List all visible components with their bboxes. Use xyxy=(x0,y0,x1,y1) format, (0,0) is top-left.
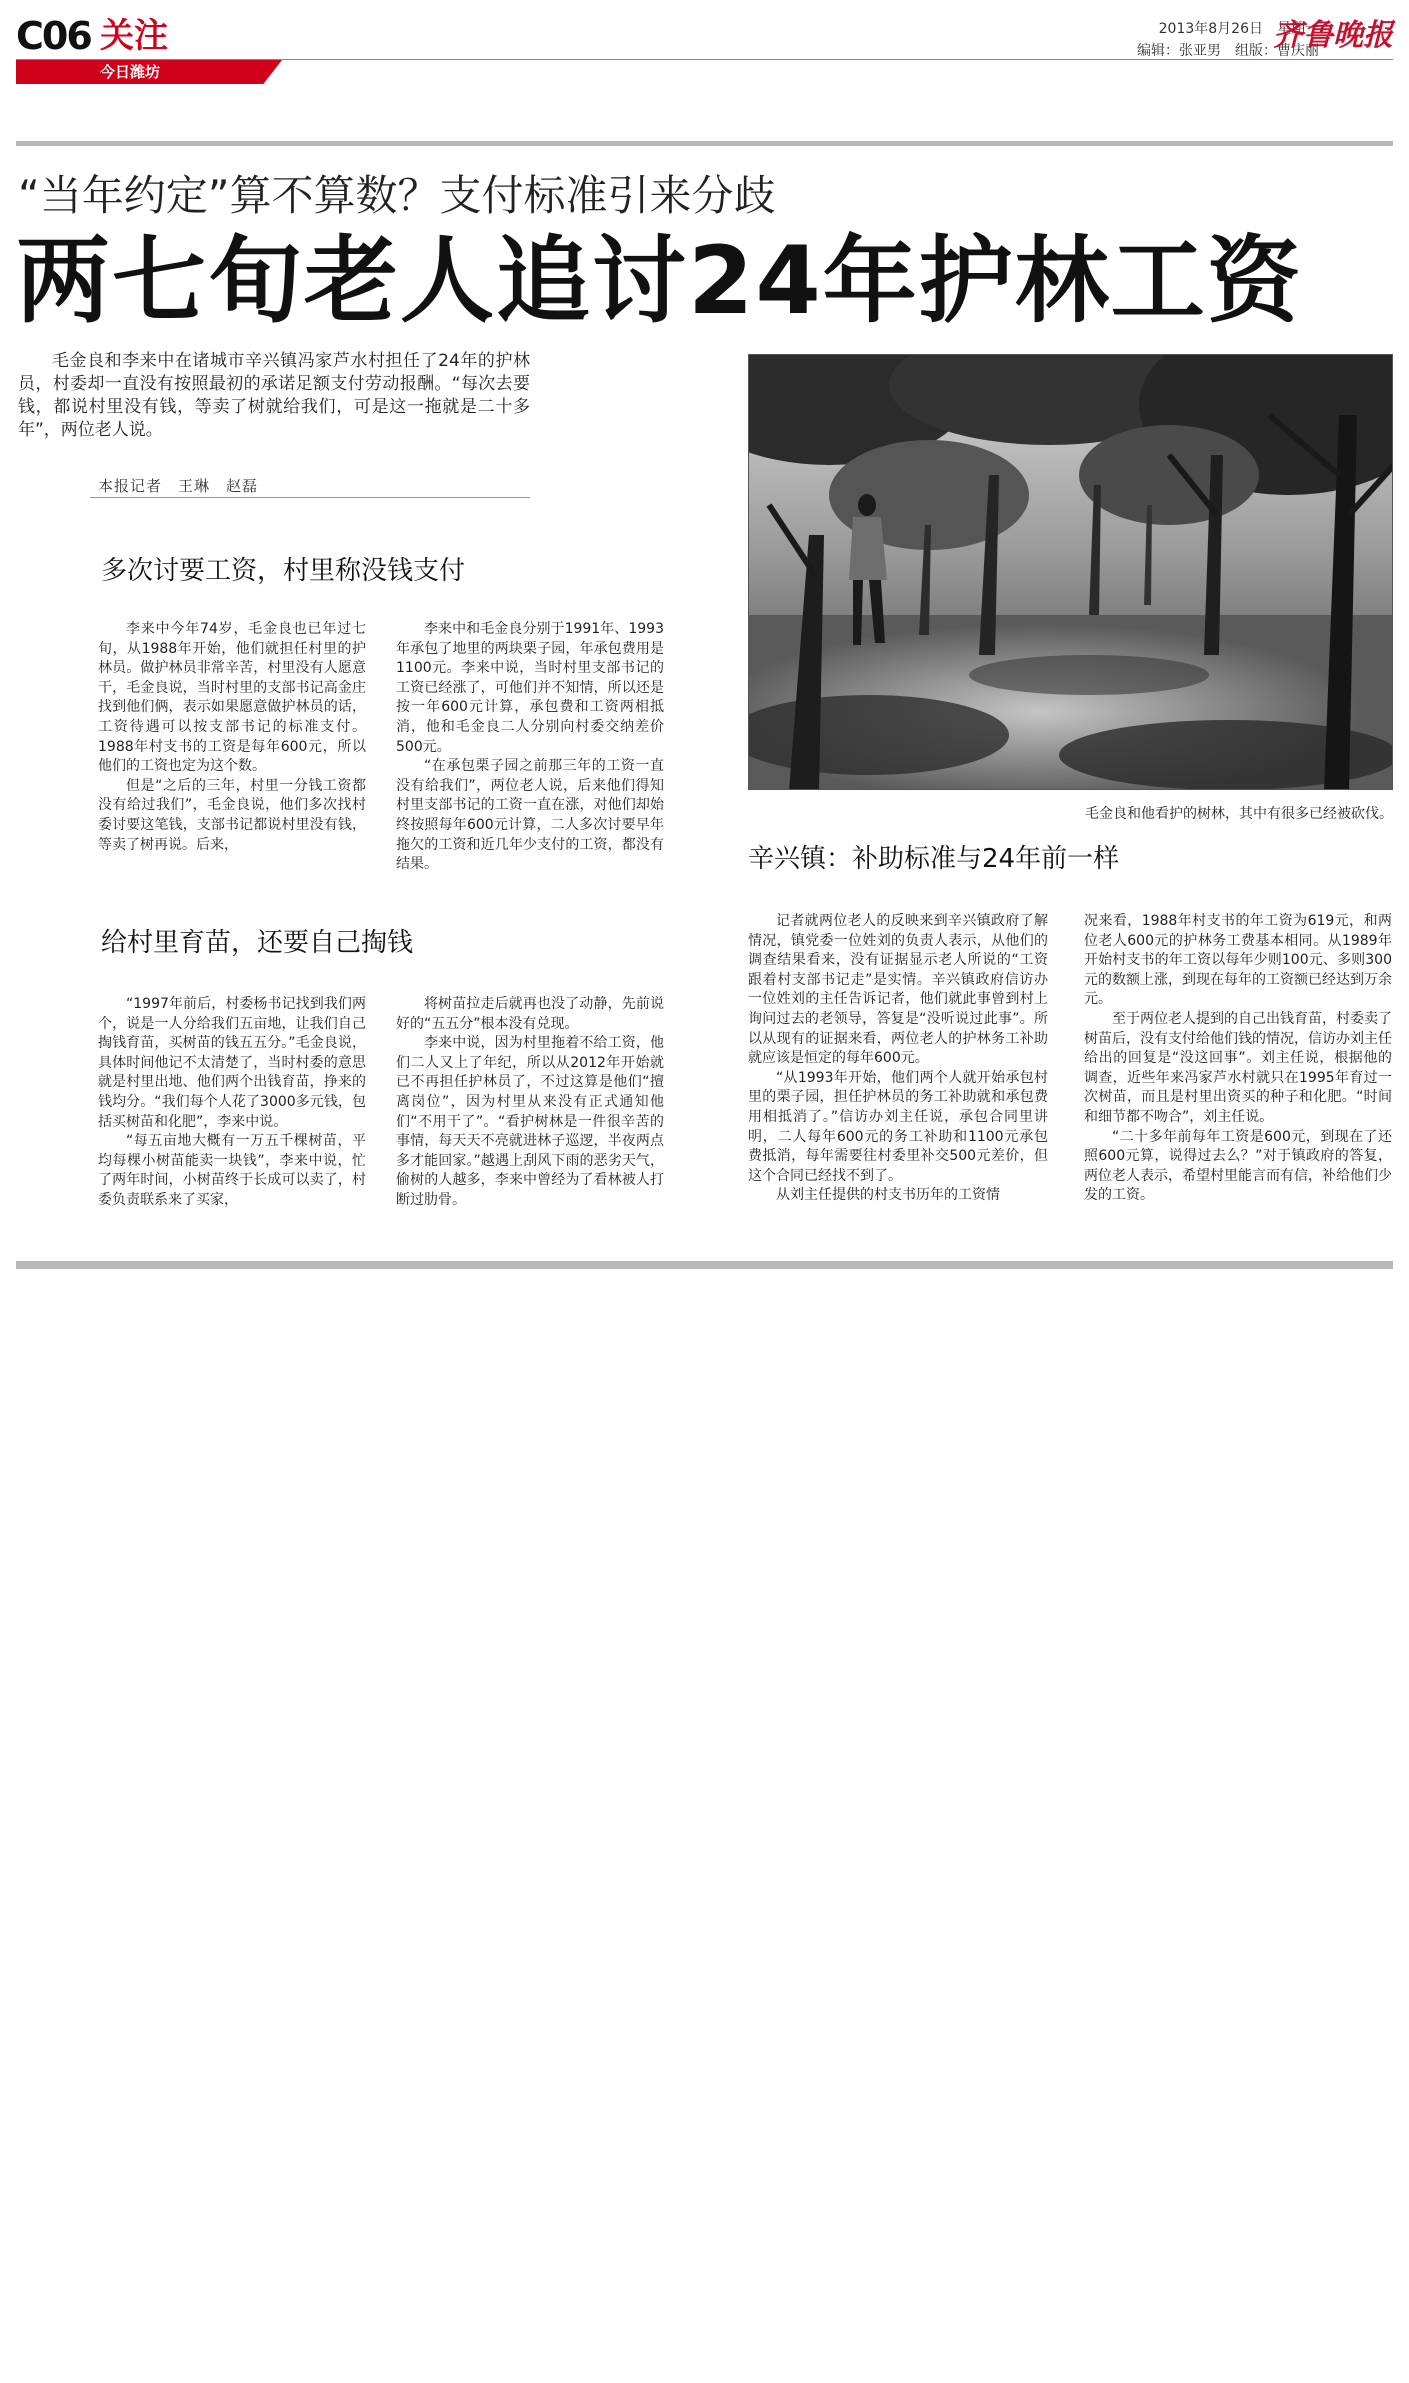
top-divider xyxy=(16,141,1393,146)
body-column xyxy=(396,995,664,1211)
paragraph: 李来中今年74岁，毛金良也已年过七旬，从1988年开始，他们就担任村里的护林员。做护林员非常辛苦，村里没有人愿意干，毛金良说，当时村里的支部书记高金庄找到他们俩，表示如果愿意做护林员的话，工资待遇可以按支部书记的标准支付。1988年村支书的工资是每年600元，所以他们的工资也定为这个数。 xyxy=(98,621,366,775)
body-column xyxy=(98,995,366,1211)
paragraph: 将树苗拉走后就再也没了动静，先前说好的“五五分”根本没有兑现。 xyxy=(396,996,664,1032)
orchard-photo xyxy=(748,354,1393,790)
newspaper-logo: 齐鲁晚报 xyxy=(1273,18,1393,53)
paragraph: 从刘主任提供的村支书历年的工资情 xyxy=(776,1187,1000,1204)
byline: 本报记者 王琳 赵磊 xyxy=(98,477,259,495)
issue-date: 2013年8月26日 星期一 xyxy=(1158,21,1319,37)
body-column xyxy=(396,620,664,875)
body-column xyxy=(98,620,366,855)
article-lead: 毛金良和李来中在诸城市辛兴镇冯家芦水村担任了24年的护林员，村委却一直没有按照最初的承诺足额支付劳动报酬。“每次去要钱，都说村里没有钱，等卖了树就给我们，可是这一拖就是二十多年”，两位老人说。 xyxy=(18,351,530,440)
paragraph: “从1993年开始，他们两个人就开始承包村里的栗子园，担任护林员的务工补助就和承包费用相抵消了。”信访办刘主任说，承包合同里讲明，二人每年600元的务工补助和1100元承包费抵消，每年需要往村委里补交500元差价，但这个合同已经找不到了。 xyxy=(748,1069,1048,1184)
paragraph: “每五亩地大概有一万五千棵树苗，平均每棵小树苗能卖一块钱”，李来中说，忙了两年时间，小树苗终于长成可以卖了，村委负责联系来了买家， xyxy=(98,1133,366,1208)
body-column xyxy=(1084,912,1392,1206)
article-kicker: “当年约定”算不算数？支付标准引来分歧 xyxy=(18,171,776,220)
paragraph: “1997年前后，村委杨书记找到我们两个，说是一人分给我们五亩地，让我们自己掏钱育苗，买树苗的钱五五分。”毛金良说，具体时间他记不太清楚了，当时村委的意思就是村里出地、他们两个出钱育苗，挣来的钱均分。“我们每个人花了3000多元钱，包括买树苗和化肥”，李来中说。 xyxy=(98,996,366,1130)
photo-caption: 毛金良和他看护的树林，其中有很多已经被砍伐。 xyxy=(1085,806,1393,822)
page-number: C06 xyxy=(16,14,91,58)
byline-rule xyxy=(90,497,530,498)
subhead-town-response: 辛兴镇：补助标准与24年前一样 xyxy=(748,844,1120,874)
section-title: 关注 xyxy=(100,16,168,56)
paragraph: 但是“之后的三年，村里一分钱工资都没有给过我们”，毛金良说，他们多次找村委讨要这笔钱，支部书记都说村里没有钱，等卖了树再说。后来， xyxy=(98,777,366,853)
paragraph: “在承包栗子园之前那三年的工资一直没有给我们”，两位老人说，后来他们得知村里支部书记的工资一直在涨，对他们却始终按照每年600元计算，二人多次讨要早年拖欠的工资和近几年少支付的工资，都没有结果。 xyxy=(396,758,664,873)
paragraph: 李来中和毛金良分别于1991年、1993年承包了地里的两块栗子园，年承包费用是1100元。李来中说，当时村里支部书记的工资已经涨了，可他们并不知情，所以还是按一年600元计算，承包费和工资两相抵消，他和毛金良二人分别向村委交纳差价500元。 xyxy=(396,621,664,755)
paragraph: 况来看，1988年村支书的年工资为619元，和两位老人600元的护林务工费基本相同。从1989年开始村支书的年工资以每年少则100元、多则300元的数额上涨，到现在每年的工资额已经达到万余元。 xyxy=(1084,913,1392,1008)
sub-section-label: 今日潍坊 xyxy=(100,63,161,81)
subhead-wages: 多次讨要工资，村里称没钱支付 xyxy=(101,556,466,586)
article-headline: 两七旬老人追讨24年护林工资 xyxy=(16,227,1303,336)
bottom-divider xyxy=(16,1261,1393,1269)
header-rule xyxy=(16,59,1393,60)
paragraph: 至于两位老人提到的自己出钱育苗，村委卖了树苗后，没有支付给他们钱的情况，信访办刘主任给出的回复是“没这回事”。刘主任说，根据他的调查，近些年来冯家芦水村就只在1995年育过一次树苗，而且是村里出资买的种子和化肥。“时间和细节都不吻合”，刘主任说。 xyxy=(1084,1010,1392,1125)
subhead-seedlings: 给村里育苗，还要自己掏钱 xyxy=(101,928,414,958)
paragraph: “二十多年前每年工资是600元，到现在了还照600元算，说得过去么？”对于镇政府的答复，两位老人表示，希望村里能言而有信，补给他们少发的工资。 xyxy=(1084,1128,1392,1204)
body-column xyxy=(748,912,1048,1206)
paragraph: 李来中说，因为村里拖着不给工资，他们二人又上了年纪，所以从2012年开始就已不再担任护林员了，不过这算是他们“擅离岗位”，因为村里从来没有正式通知他们“不用干了”。“看护树林是一件很辛苦的事情，每天天不亮就进林子巡逻，半夜两点多才能回家。”越遇上刮风下雨的恶劣天气，偷树的人越多，李来中曾经为了看林被人打断过肋骨。 xyxy=(396,1035,664,1208)
editor-credit: 编辑：张亚男 组版：曹庆丽 xyxy=(1137,43,1319,59)
paragraph: 记者就两位老人的反映来到辛兴镇政府了解情况，镇党委一位姓刘的负责人表示，从他们的调查结果看来，没有证据显示老人所说的“工资跟着村支部书记走”是实情。辛兴镇政府信访办一位姓刘的主任告诉记者，他们就此事曾到村上询问过去的老领导，答复是“没听说过此事”。所以从现有的证据来看，两位老人的护林务工补助就应该是恒定的每年600元。 xyxy=(748,913,1048,1067)
